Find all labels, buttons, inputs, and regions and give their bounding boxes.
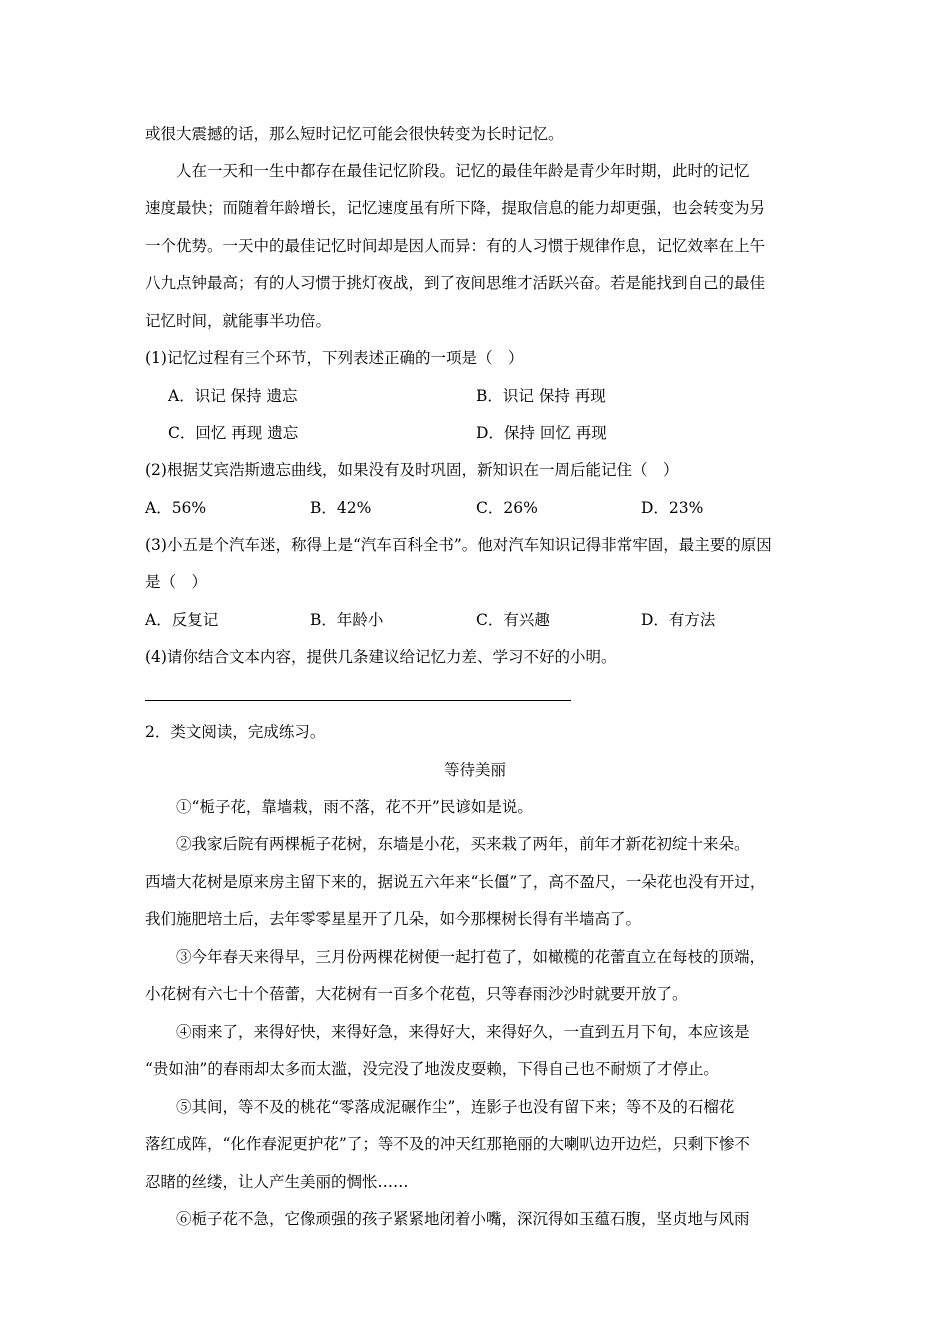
q3-option-b: B．年龄小 — [310, 611, 384, 629]
passage1-line-2: 人在一天和一生中都存在最佳记忆阶段。记忆的最佳年龄是青少年时期，此时的记忆 — [176, 162, 750, 180]
article-line-11: 忍睹的丝缕，让人产生美丽的惆怅…… — [145, 1173, 409, 1191]
article-line-8: “贵如油”的春雨却太多而太滥，没完没了地泼皮耍赖，下得自己也不耐烦了才停止。 — [145, 1060, 719, 1078]
q3-stem-line-2: 是（ ） — [145, 573, 208, 591]
article-line-10: 落红成阵，“化作春泥更护花”了；等不及的冲天红那艳丽的大喇叭边开边烂，只剩下惨不 — [145, 1135, 750, 1153]
passage1-line-5: 八九点钟最高；有的人习惯于挑灯夜战，到了夜间思维才活跃兴奋。若是能找到自己的最佳 — [145, 274, 766, 292]
q2-option-b: B．42% — [310, 499, 372, 517]
q3-option-a: A．反复记 — [145, 611, 219, 629]
article-line-6: 小花树有六七十个蓓蕾，大花树有一百多个花苞，只等春雨沙沙时就要开放了。 — [145, 985, 688, 1003]
article-line-2: ②我家后院有两棵栀子花树，东墙是小花，买来栽了两年，前年才新花初绽十来朵。 — [176, 835, 750, 853]
q3-option-d: D．有方法 — [641, 611, 716, 629]
article-line-12: ⑥栀子花不急，它像顽强的孩子紧紧地闭着小嘴，深沉得如玉蕴石腹，坚贞地与风雨 — [176, 1210, 750, 1228]
q2-option-d: D．23% — [641, 499, 704, 517]
q1-stem: (1)记忆过程有三个环节，下列表述正确的一项是（ ） — [145, 349, 524, 367]
q3-option-c: C．有兴趣 — [476, 611, 550, 629]
article-line-1: ①“栀子花，靠墙栽，雨不落，花不开”民谚如是说。 — [176, 798, 533, 816]
article-line-3: 西墙大花树是原来房主留下来的，据说五六年来“长僵”了，高不盈尺，一朵花也没有开过， — [145, 873, 766, 891]
q1-option-d: D．保持 回忆 再现 — [476, 424, 607, 442]
article-line-9: ⑤其间，等不及的桃花“零落成泥碾作尘”，连影子也没有留下来；等不及的石榴花 — [176, 1098, 735, 1116]
article-line-7: ④雨来了，来得好快，来得好急，来得好大，来得好久，一直到五月下旬，本应该是 — [176, 1023, 750, 1041]
passage1-line-1: 或很大震撼的话，那么短时记忆可能会很快转变为长时记忆。 — [145, 125, 564, 143]
passage1-line-3: 速度最快；而随着年龄增长，记忆速度虽有所下降，提取信息的能力却更强，也会转变为另 — [145, 199, 766, 217]
section2-heading: 2．类文阅读，完成练习。 — [145, 723, 326, 741]
q1-option-b: B．识记 保持 再现 — [476, 387, 606, 405]
article-line-5: ③今年春天来得早，三月份两棵花树便一起打苞了，如橄榄的花蕾直立在每枝的顶端， — [176, 948, 766, 966]
q4-stem: (4)请你结合文本内容，提供几条建议给记忆力差、学习不好的小明。 — [145, 648, 617, 666]
passage1-line-6: 记忆时间，就能事半功倍。 — [145, 312, 332, 330]
answer-blank-line[interactable] — [145, 700, 571, 701]
passage1-line-4: 一个优势。一天中的最佳记忆时间却是因人而异：有的人习惯于规律作息，记忆效率在上午 — [145, 237, 766, 255]
q1-option-c: C．回忆 再现 遗忘 — [168, 424, 299, 442]
q2-option-a: A．56% — [145, 499, 207, 517]
article-line-4: 我们施肥培土后，去年零零星星开了几朵，如今那棵树长得有半墙高了。 — [145, 910, 642, 928]
article-title: 等待美丽 — [443, 761, 506, 779]
q2-stem: (2)根据艾宾浩斯遗忘曲线，如果没有及时巩固，新知识在一周后能记住（ ） — [145, 461, 679, 479]
q2-option-c: C．26% — [476, 499, 538, 517]
q3-stem-line-1: (3)小五是个汽车迷，称得上是“汽车百科全书”。他对汽车知识记得非常牢固，最主要的原因 — [145, 536, 772, 554]
q1-option-a: A．识记 保持 遗忘 — [168, 387, 298, 405]
